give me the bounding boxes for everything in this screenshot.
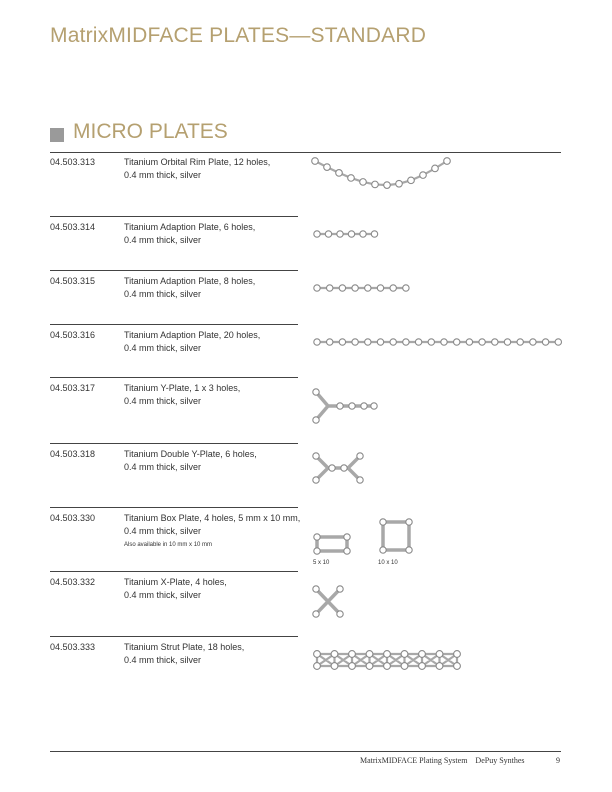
product-description [124,512,300,538]
plate-hole [406,547,412,553]
product-desc-line2: 0.4 mm thick, silver [124,343,202,353]
product-desc-line2: 0.4 mm thick, silver [124,526,202,536]
product-code: 04.503.315 [50,276,96,286]
product-desc-line1: Titanium Adaption Plate, 8 holes, [124,276,256,286]
product-code: 04.503.313 [50,157,96,167]
product-desc-line1: Titanium Strut Plate, 18 holes, [124,642,245,652]
product-desc-line2: 0.4 mm thick, silver [124,235,202,245]
plate-hole [444,158,451,165]
product-desc-line1: Titanium Adaption Plate, 6 holes, [124,222,256,232]
row-divider [50,571,298,572]
plate-hole [357,453,363,459]
product-desc-line1: Titanium Orbital Rim Plate, 12 holes, [124,157,271,167]
y-plate-image [310,386,380,426]
box-label-5x10: 5 x 10 [313,560,330,566]
plate-frame [383,522,409,550]
plate-hole [415,339,421,345]
plate-hole [377,285,383,291]
plate-hole [325,231,331,237]
plate-hole [337,231,343,237]
strut-plate-image [312,649,468,671]
plate-hole [360,231,366,237]
section-rule [50,152,561,153]
plate-hole [384,651,391,658]
box-plate-10x10-image [377,516,417,558]
plate-hole [349,651,356,658]
plate-hole [337,611,343,617]
product-desc-line1: Titanium X-Plate, 4 holes, [124,577,227,587]
plate-hole [339,285,345,291]
page-title: MatrixMIDFACE PLATES—STANDARD [50,24,427,47]
plate-hole [348,231,354,237]
plate-hole [384,663,391,670]
plate-hole [372,181,379,188]
row-divider [50,377,298,378]
plate-hole [339,339,345,345]
plate-hole [314,285,320,291]
plate-hole [419,651,426,658]
plate-arm [316,589,340,614]
plate-hole [441,339,447,345]
adaption-plate-6-image [312,228,392,240]
plate-hole [454,663,461,670]
plate-hole [390,339,396,345]
plate-hole [312,158,319,165]
plate-hole [314,231,320,237]
plate-hole [314,548,320,554]
product-code: 04.503.317 [50,383,96,393]
plate-hole [492,339,498,345]
product-code: 04.503.332 [50,577,96,587]
product-desc-line2: 0.4 mm thick, silver [124,462,202,472]
product-description [124,221,255,247]
plate-hole [313,417,319,423]
plate-hole [555,339,561,345]
plate-arm [316,456,360,480]
plate-hole [337,586,343,592]
product-desc-line2: 0.4 mm thick, silver [124,396,202,406]
product-code: 04.503.333 [50,642,96,652]
footer-system: MatrixMIDFACE Plating System [360,756,468,765]
product-description [124,156,270,182]
row-divider [50,443,298,444]
plate-hole [366,663,373,670]
plate-hole [419,663,426,670]
plate-hole [314,651,321,658]
footer-text [360,756,531,765]
plate-hole [313,389,319,395]
plate-hole [377,339,383,345]
plate-hole [403,339,409,345]
section-title: MICRO PLATES [73,120,228,143]
plate-hole [454,339,460,345]
plate-hole [403,285,409,291]
product-desc-line1: Titanium Y-Plate, 1 x 3 holes, [124,383,241,393]
plate-hole [313,453,319,459]
product-desc-line1: Titanium Double Y-Plate, 6 holes, [124,449,257,459]
plate-hole [329,465,335,471]
product-description [124,448,257,474]
plate-hole [542,339,548,345]
plate-bar [315,161,447,185]
product-code: 04.503.330 [50,513,96,523]
plate-hole [390,285,396,291]
plate-hole [365,285,371,291]
plate-hole [428,339,434,345]
plate-hole [432,165,439,172]
plate-hole [530,339,536,345]
plate-hole [344,548,350,554]
row-divider [50,636,298,637]
product-description [124,329,260,355]
product-desc-line2: 0.4 mm thick, silver [124,289,202,299]
plate-frame [317,537,347,551]
box-plate-5x10-image [311,532,355,558]
plate-hole [314,534,320,540]
plate-hole [365,339,371,345]
plate-hole [504,339,510,345]
plate-hole [396,180,403,187]
row-divider [50,270,298,271]
plate-hole [517,339,523,345]
plate-hole [348,175,355,182]
page-number: 9 [556,756,560,765]
section-marker [50,128,64,142]
plate-hole [408,177,415,184]
plate-hole [336,170,343,177]
product-desc-line2: 0.4 mm thick, silver [124,590,202,600]
plate-hole [313,611,319,617]
orbital-rim-plate-image [310,155,455,195]
plate-hole [479,339,485,345]
plate-hole [314,339,320,345]
adaption-plate-8-image [312,282,417,294]
plate-hole [337,403,343,409]
plate-hole [331,663,338,670]
row-divider [50,324,298,325]
plate-hole [436,651,443,658]
plate-hole [380,519,386,525]
adaption-plate-20-image [312,336,562,348]
plate-hole [380,547,386,553]
plate-hole [361,403,367,409]
product-note: Also available in 10 mm x 10 mm [124,542,213,548]
plate-hole [341,465,347,471]
plate-hole [313,586,319,592]
plate-hole [401,663,408,670]
plate-hole [360,179,367,186]
plate-hole [314,663,321,670]
plate-hole [406,519,412,525]
footer-rule [50,751,561,752]
plate-hole [331,651,338,658]
plate-hole [327,285,333,291]
product-desc-line1: Titanium Adaption Plate, 20 holes, [124,330,261,340]
product-desc-line2: 0.4 mm thick, silver [124,655,202,665]
plate-hole [420,172,427,179]
row-divider [50,216,298,217]
plate-hole [349,663,356,670]
product-description [124,382,240,408]
plate-hole [436,663,443,670]
plate-hole [454,651,461,658]
plate-hole [324,164,331,171]
product-code: 04.503.314 [50,222,96,232]
plate-hole [371,231,377,237]
footer-brand: DePuy Synthes [475,756,525,765]
plate-hole [352,339,358,345]
product-desc-line2: 0.4 mm thick, silver [124,170,202,180]
product-description [124,576,227,602]
plate-hole [344,534,350,540]
product-description [124,275,255,301]
product-code: 04.503.316 [50,330,96,340]
plate-hole [384,182,391,189]
plate-hole [349,403,355,409]
box-label-10x10: 10 x 10 [378,560,398,566]
plate-hole [327,339,333,345]
plate-hole [366,651,373,658]
product-description [124,641,244,667]
plate-hole [313,477,319,483]
plate-hole [371,403,377,409]
plate-hole [357,477,363,483]
plate-hole [401,651,408,658]
plate-hole [466,339,472,345]
x-plate-image [310,583,346,621]
double-y-plate-image [310,450,370,488]
plate-hole [352,285,358,291]
row-divider [50,507,298,508]
product-code: 04.503.318 [50,449,96,459]
product-desc-line1: Titanium Box Plate, 4 holes, 5 mm x 10 mm, [124,513,301,523]
